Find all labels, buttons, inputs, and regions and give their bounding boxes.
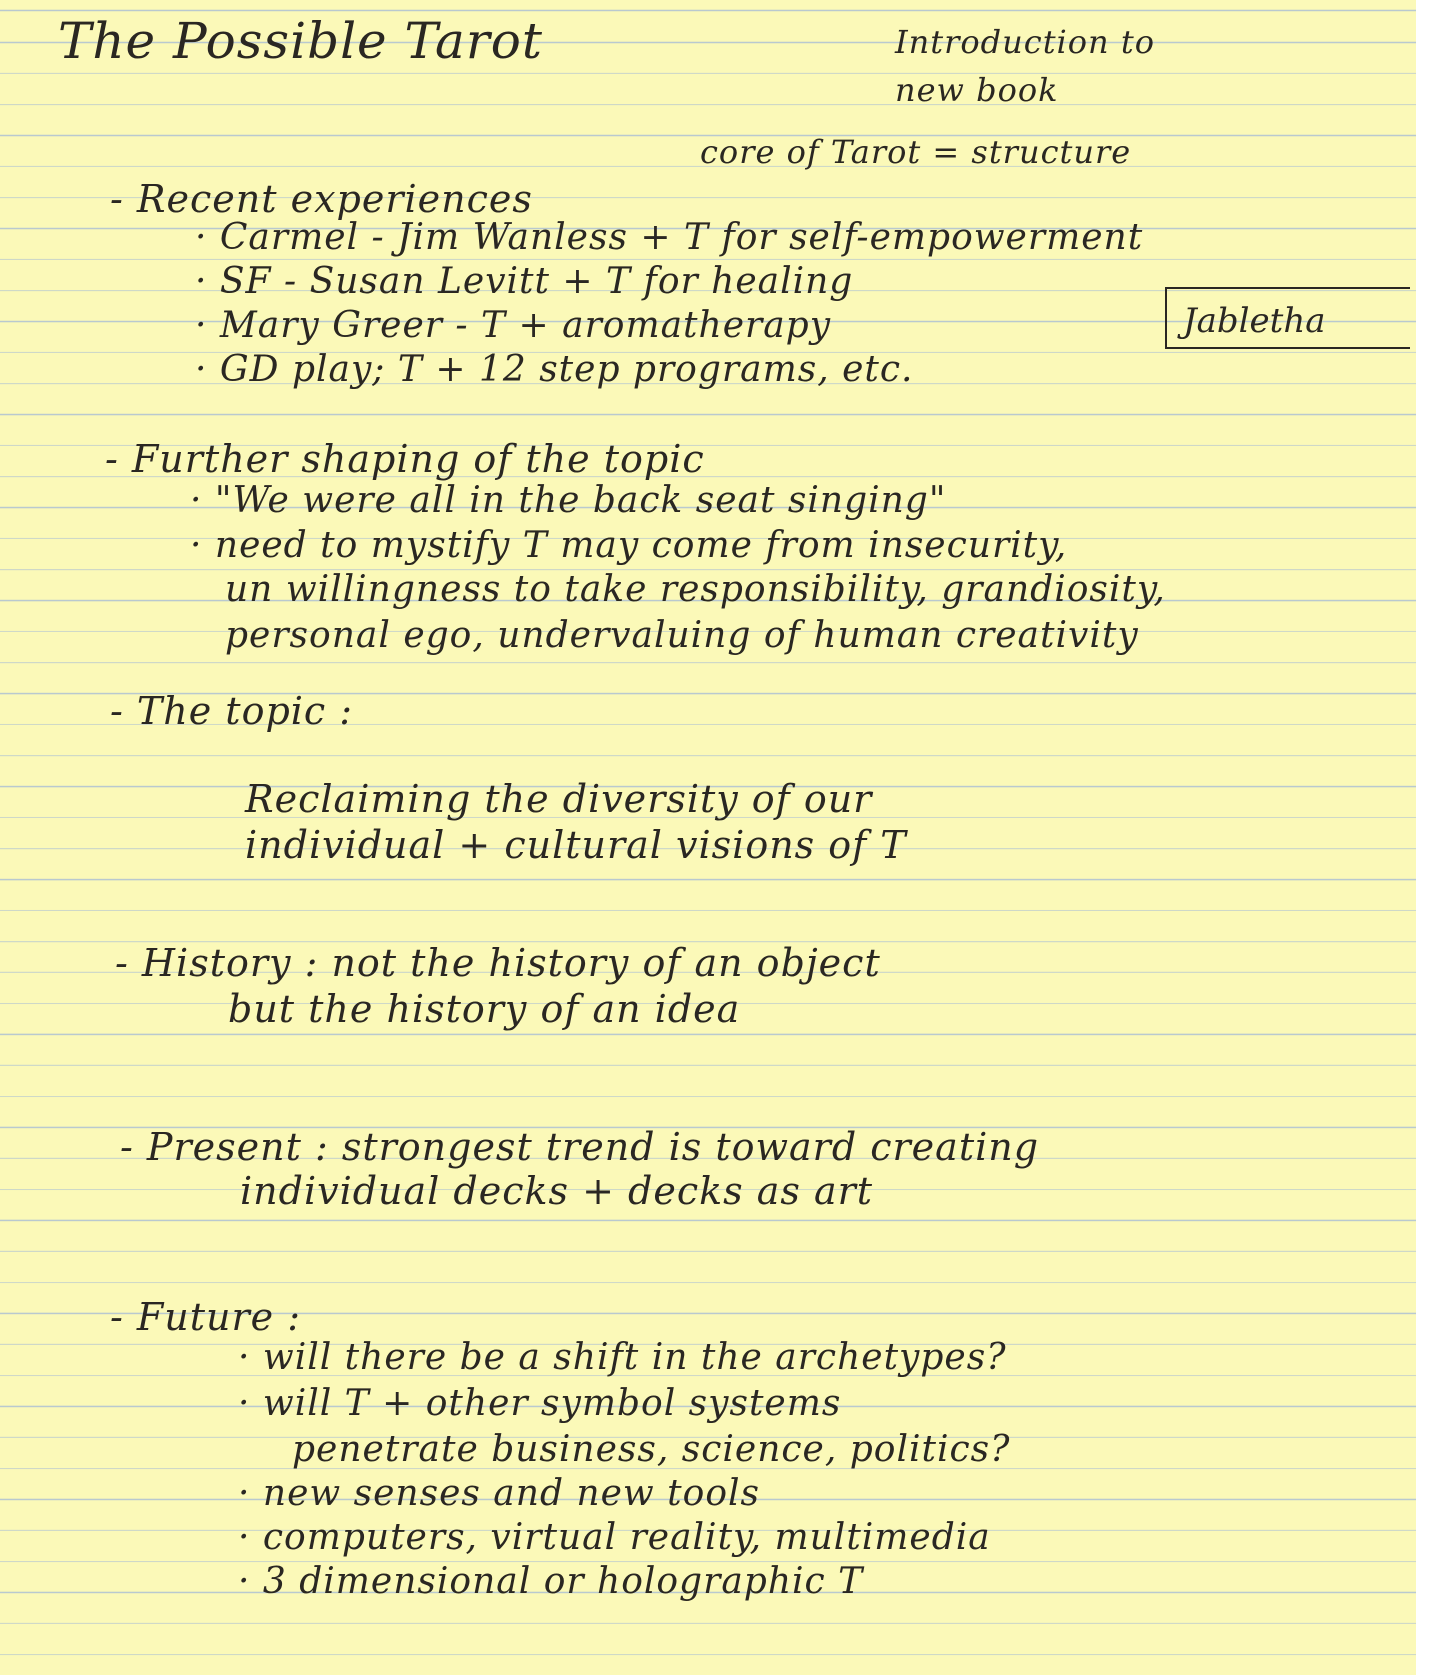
recent-experiences-heading: - Recent experiences (110, 177, 533, 221)
future-item: · will there be a shift in the archetypes? (238, 1337, 1007, 1378)
the-topic-line: individual + cultural visions of T (245, 823, 907, 867)
history-line-1: - History : not the history of an object (115, 941, 881, 985)
boxed-note-text: Jabletha (1183, 301, 1326, 341)
further-shaping-heading: - Further shaping of the topic (105, 437, 705, 481)
recent-experience-item: · SF - Susan Levitt + T for healing (195, 261, 854, 302)
future-item: · computers, virtual reality, multimedia (238, 1517, 991, 1558)
present-line-2: individual decks + decks as art (240, 1169, 874, 1213)
future-item: penetrate business, science, politics? (292, 1429, 1011, 1470)
present-line-1: - Present : strongest trend is toward creating (120, 1125, 1040, 1169)
boxed-note (1165, 287, 1410, 349)
recent-experience-item: · GD play; T + 12 step programs, etc. (195, 349, 914, 390)
recent-experience-item: · Mary Greer - T + aromatherapy (195, 305, 832, 346)
future-item: · new senses and new tools (238, 1473, 760, 1514)
the-topic-line: Reclaiming the diversity of our (245, 777, 873, 821)
subtitle-line-2: new book (895, 71, 1059, 109)
history-line-2: but the history of an idea (228, 987, 741, 1031)
page-title: The Possible Tarot (58, 12, 543, 70)
the-topic-heading: - The topic : (110, 689, 354, 733)
further-shaping-item: un willingness to take responsibility, grandiosity, (225, 569, 1166, 610)
future-item: · 3 dimensional or holographic T (238, 1561, 864, 1602)
further-shaping-item: · need to mystify T may come from insecurity, (190, 525, 1068, 566)
subtitle-line-1: Introduction to (895, 23, 1155, 61)
further-shaping-item: · "We were all in the back seat singing" (190, 480, 947, 521)
future-item: · will T + other symbol systems (238, 1383, 842, 1424)
recent-experience-item: · Carmel - Jim Wanless + T for self-empowerment (195, 217, 1144, 258)
further-shaping-item: personal ego, undervaluing of human creativity (225, 615, 1139, 656)
core-note: core of Tarot = structure (700, 133, 1132, 171)
future-heading: - Future : (110, 1295, 302, 1339)
